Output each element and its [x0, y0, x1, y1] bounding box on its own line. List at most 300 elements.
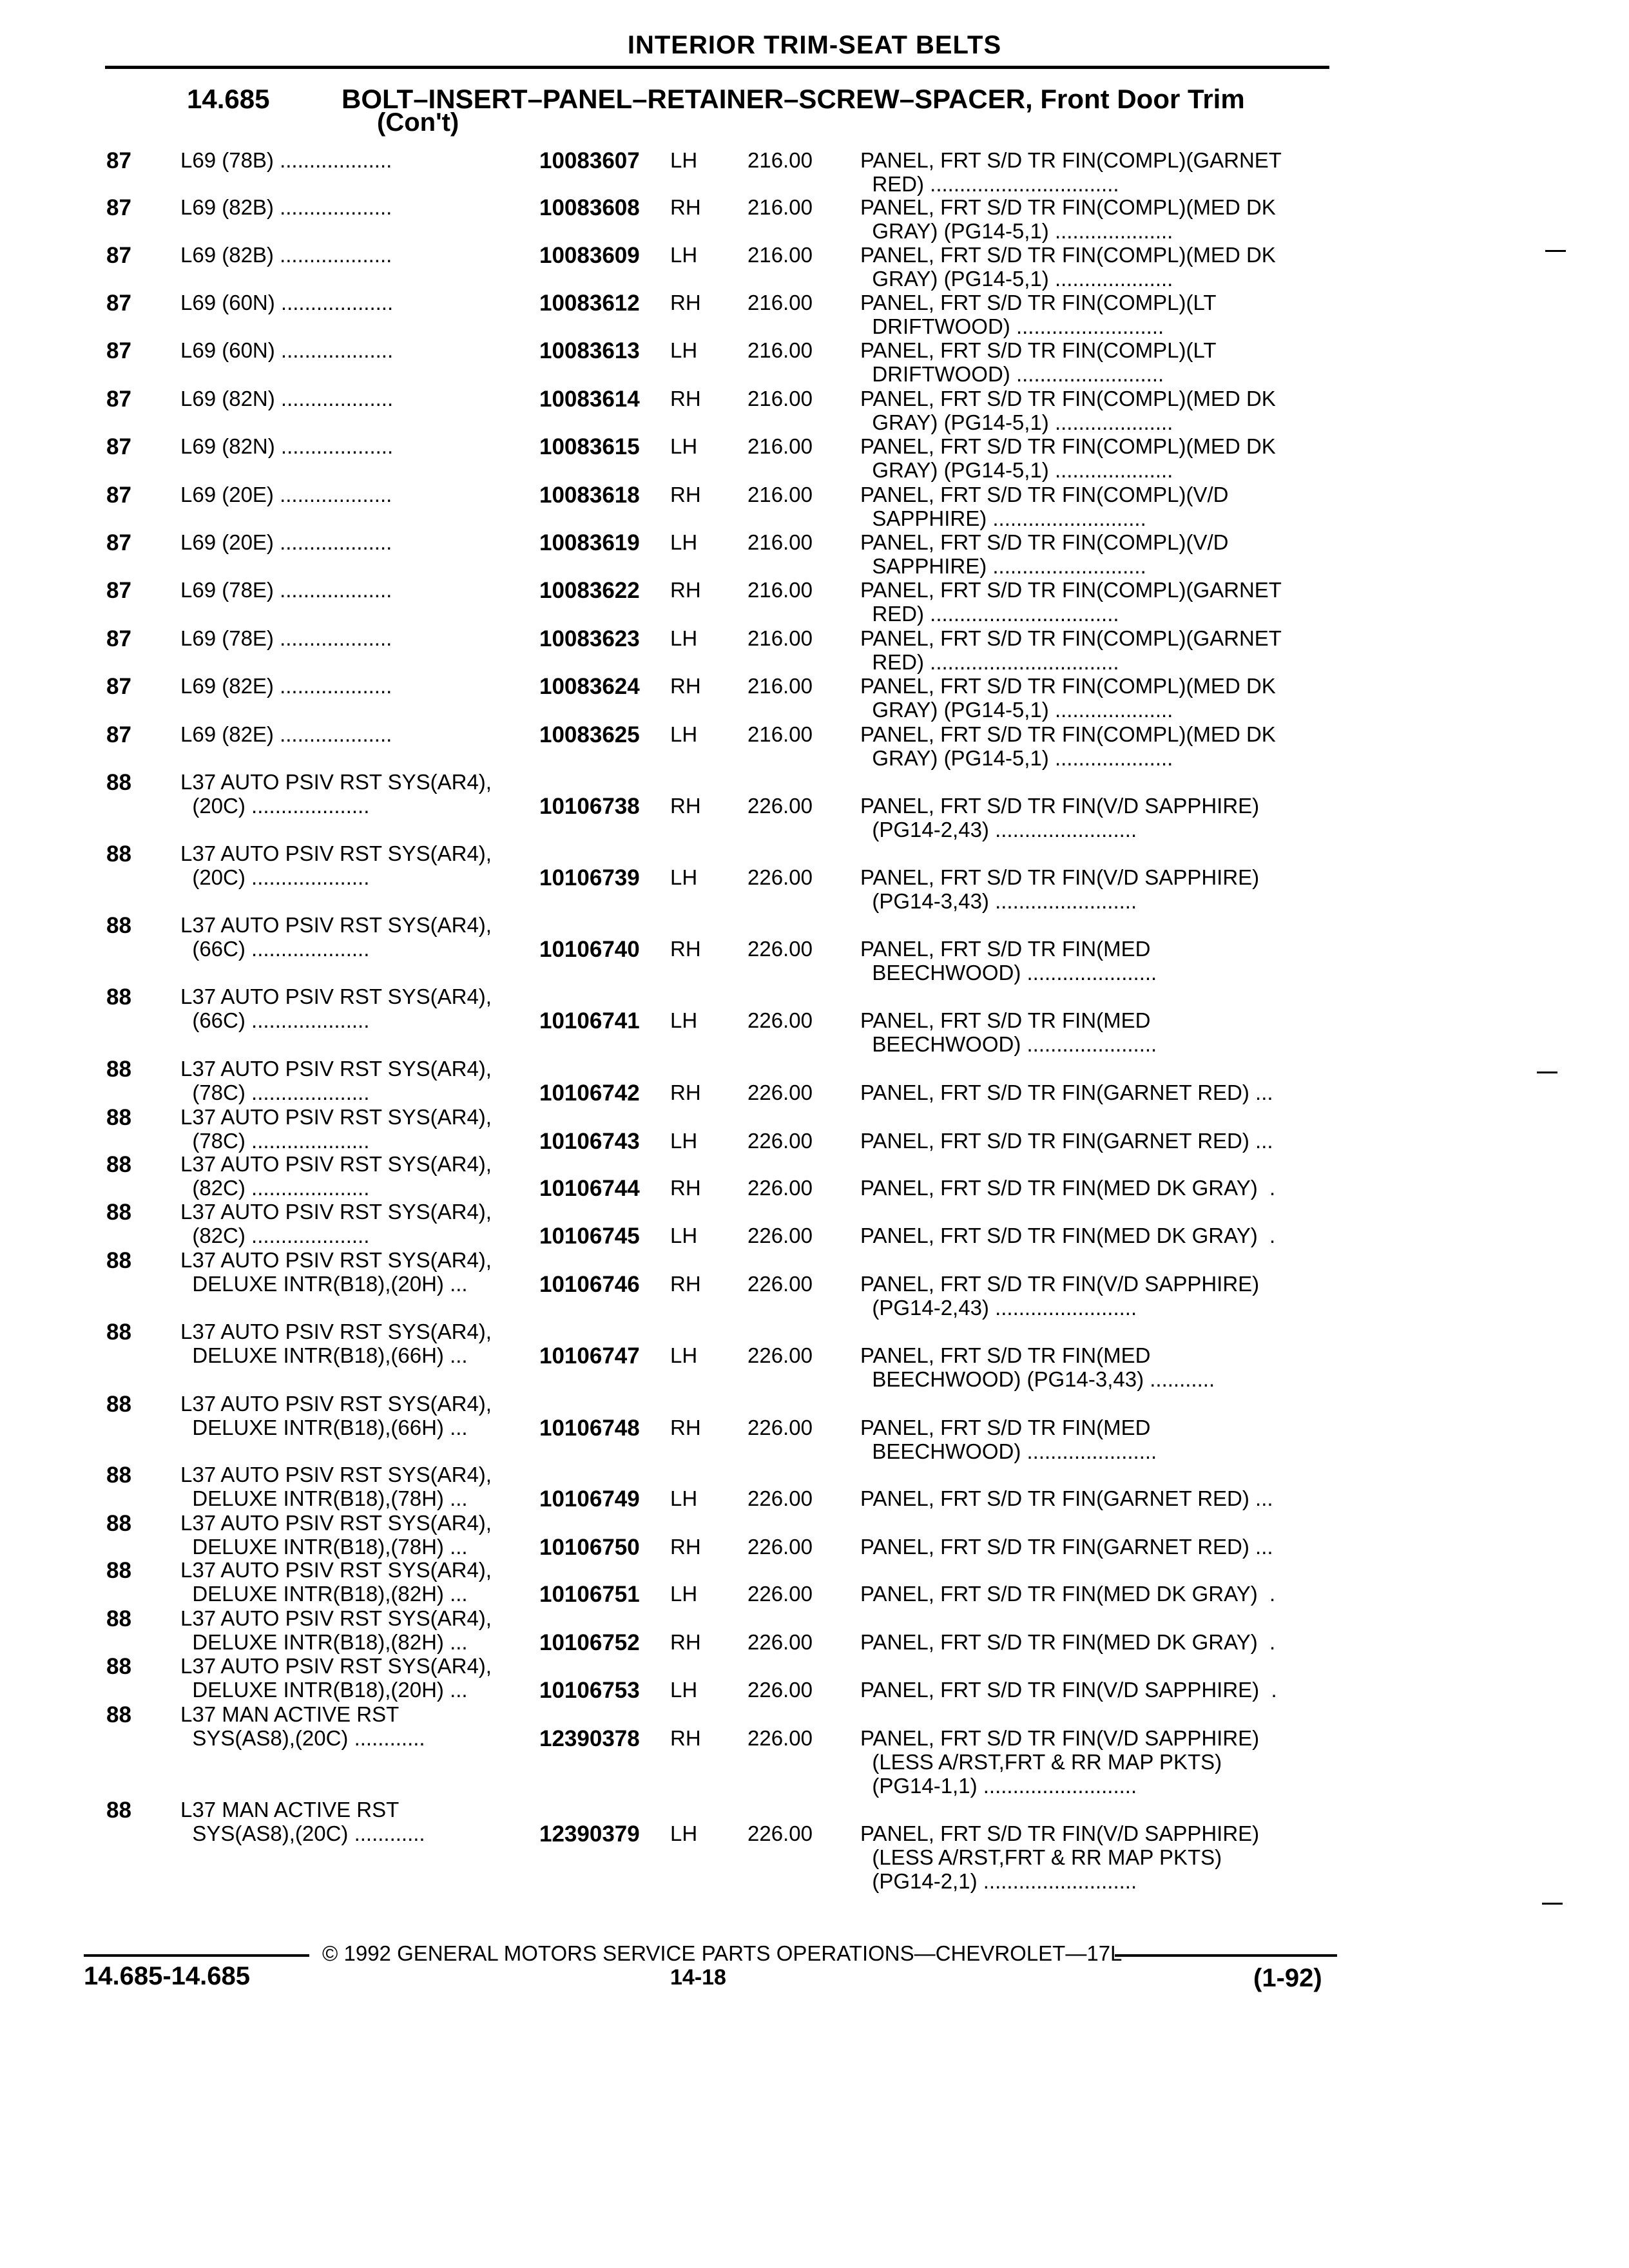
usage-line: L69 (20E) ................... [180, 530, 392, 554]
margin-tick [1537, 1072, 1557, 1073]
usage-line: L37 AUTO PSIV RST SYS(AR4), [180, 770, 492, 794]
group-code: 226.00 [747, 1081, 813, 1104]
usage-line: L69 (82N) ................... [180, 434, 394, 458]
usage-line: L69 (60N) ................... [180, 291, 394, 314]
figure-number: 88 [106, 1654, 131, 1679]
part-name-line: GRAY) (PG14-5,1) .................... [860, 219, 1173, 243]
usage-description [180, 1392, 492, 1439]
group-code: 226.00 [747, 1582, 813, 1606]
usage-line: L37 AUTO PSIV RST SYS(AR4), [180, 1200, 492, 1224]
figure-number: 88 [106, 1511, 131, 1536]
part-name-line: PANEL, FRT S/D TR FIN(MED DK GRAY) . [860, 1630, 1276, 1654]
figure-number: 88 [106, 913, 131, 938]
group-code: 216.00 [747, 387, 813, 410]
part-name-line: PANEL, FRT S/D TR FIN(GARNET RED) ... [860, 1486, 1273, 1510]
part-name [860, 195, 1276, 243]
side-code: LH [670, 434, 698, 458]
usage-description [180, 1558, 492, 1606]
part-name-line: PANEL, FRT S/D TR FIN(V/D SAPPHIRE) [860, 1821, 1260, 1845]
usage-description [180, 1798, 425, 1845]
part-name-line: GRAY) (PG14-5,1) .................... [860, 410, 1173, 434]
part-number: 10106746 [539, 1272, 640, 1297]
usage-description [180, 1654, 492, 1702]
part-name-line: (PG14-2,43) ........................ [860, 818, 1137, 841]
usage-description [180, 1105, 492, 1153]
part-name-line: PANEL, FRT S/D TR FIN(GARNET RED) ... [860, 1129, 1273, 1153]
usage-line: L69 (82B) ................... [180, 243, 392, 267]
side-code: LH [670, 530, 698, 554]
usage-line: L69 (78E) ................... [180, 578, 392, 602]
part-number: 10083615 [539, 434, 640, 459]
usage-line: DELUXE INTR(B18),(20H) ... [180, 1678, 468, 1702]
usage-description [180, 1702, 425, 1750]
side-code: RH [670, 794, 701, 818]
group-code: 226.00 [747, 1224, 813, 1247]
part-number: 10083625 [539, 722, 640, 747]
usage-line: DELUXE INTR(B18),(78H) ... [180, 1535, 468, 1559]
part-number: 10106743 [539, 1129, 640, 1154]
usage-line: L37 AUTO PSIV RST SYS(AR4), [180, 1606, 492, 1630]
figure-number: 87 [106, 195, 131, 220]
part-name-line: PANEL, FRT S/D TR FIN(COMPL)(LT [860, 338, 1217, 362]
part-name-line: PANEL, FRT S/D TR FIN(V/D SAPPHIRE) [860, 794, 1260, 818]
usage-line: L37 AUTO PSIV RST SYS(AR4), [180, 1463, 492, 1486]
part-number: 10083607 [539, 148, 640, 173]
figure-number: 88 [106, 841, 131, 867]
group-code: 226.00 [747, 1272, 813, 1296]
usage-line: L69 (78B) ................... [180, 148, 392, 172]
usage-line: DELUXE INTR(B18),(78H) ... [180, 1486, 468, 1510]
part-number: 10083622 [539, 578, 640, 603]
part-name-line: PANEL, FRT S/D TR FIN(V/D SAPPHIRE) [860, 1272, 1260, 1296]
part-name [860, 1630, 1275, 1654]
figure-number: 88 [106, 1702, 131, 1727]
part-number: 10106747 [539, 1343, 640, 1369]
part-number: 10083613 [539, 338, 640, 363]
margin-tick [1545, 250, 1566, 252]
part-name [860, 530, 1228, 578]
usage-description [180, 1511, 492, 1559]
part-number: 10106748 [539, 1416, 640, 1441]
usage-line: L69 (82B) ................... [180, 195, 392, 219]
part-name-line: PANEL, FRT S/D TR FIN(COMPL)(MED DK [860, 195, 1276, 219]
usage-line: L69 (82E) ................... [180, 674, 392, 698]
footer-rule-right [1115, 1954, 1337, 1957]
footer-date-code: (1-92) [1253, 1964, 1322, 1992]
side-code: RH [670, 1272, 701, 1296]
group-code: 226.00 [747, 1176, 813, 1200]
usage-description [180, 674, 392, 698]
usage-description [180, 387, 393, 410]
part-number: 10106753 [539, 1678, 640, 1703]
side-code: LH [670, 722, 698, 746]
part-number: 10106740 [539, 937, 640, 962]
part-name-line: (PG14-2,43) ........................ [860, 1296, 1137, 1320]
usage-line: L69 (82E) ................... [180, 722, 392, 746]
part-number: 10106742 [539, 1081, 640, 1106]
part-name-line: GRAY) (PG14-5,1) .................... [860, 698, 1173, 722]
usage-line: L37 AUTO PSIV RST SYS(AR4), [180, 1392, 492, 1416]
usage-description [180, 841, 492, 889]
part-name [860, 1486, 1273, 1510]
group-code: 226.00 [747, 1416, 813, 1439]
part-number: 10083624 [539, 674, 640, 699]
side-code: LH [670, 1678, 698, 1702]
usage-line: L37 MAN ACTIVE RST [180, 1798, 400, 1821]
group-code: 226.00 [747, 1630, 813, 1654]
part-number: 10083623 [539, 626, 640, 651]
part-name [860, 148, 1282, 196]
part-name [860, 243, 1276, 291]
part-name-line: RED) ................................ [860, 172, 1119, 196]
part-name-line: GRAY) (PG14-5,1) .................... [860, 267, 1173, 291]
part-number: 10083614 [539, 387, 640, 412]
part-name-line: RED) ................................ [860, 650, 1119, 674]
figure-number: 87 [106, 291, 131, 316]
part-name-line: PANEL, FRT S/D TR FIN(COMPL)(GARNET [860, 578, 1282, 602]
usage-line: (20C) .................... [180, 794, 370, 818]
part-name [860, 483, 1228, 530]
part-name [860, 674, 1276, 722]
part-name-line: PANEL, FRT S/D TR FIN(MED DK GRAY) . [860, 1224, 1276, 1247]
usage-line: L37 AUTO PSIV RST SYS(AR4), [180, 1057, 492, 1081]
figure-number: 88 [106, 1606, 131, 1631]
usage-line: SYS(AS8),(20C) ............ [180, 1726, 425, 1750]
figure-number: 87 [106, 674, 131, 699]
part-name [860, 1129, 1273, 1153]
usage-description [180, 1152, 492, 1200]
usage-description [180, 338, 393, 362]
part-name-line: PANEL, FRT S/D TR FIN(COMPL)(MED DK [860, 674, 1276, 698]
part-name [860, 1535, 1273, 1559]
side-code: RH [670, 1176, 701, 1200]
part-name-line: BEECHWOOD) (PG14-3,43) ........... [860, 1367, 1215, 1391]
figure-number: 88 [106, 1152, 131, 1177]
part-name [860, 291, 1217, 338]
figure-number: 87 [106, 148, 131, 173]
part-name-line: PANEL, FRT S/D TR FIN(MED DK GRAY) . [860, 1176, 1276, 1200]
usage-description [180, 913, 492, 961]
usage-description [180, 1320, 492, 1367]
part-name [860, 434, 1276, 482]
section-continued: (Con't) [377, 108, 459, 137]
figure-number: 87 [106, 243, 131, 268]
usage-line: L69 (20E) ................... [180, 483, 392, 506]
figure-number: 88 [106, 1392, 131, 1417]
usage-description [180, 434, 393, 458]
part-name [860, 1343, 1215, 1391]
side-code: LH [670, 626, 698, 650]
part-name [860, 387, 1276, 434]
part-name-line: PANEL, FRT S/D TR FIN(V/D SAPPHIRE) [860, 865, 1260, 889]
part-name-line: PANEL, FRT S/D TR FIN(COMPL)(V/D [860, 483, 1229, 506]
group-code: 226.00 [747, 1008, 813, 1032]
part-name [860, 1224, 1275, 1247]
part-number: 10083618 [539, 483, 640, 508]
group-code: 216.00 [747, 530, 813, 554]
usage-description [180, 1200, 492, 1247]
usage-line: L37 AUTO PSIV RST SYS(AR4), [180, 1654, 492, 1678]
group-code: 226.00 [747, 1726, 813, 1750]
part-name-line: (LESS A/RST,FRT & RR MAP PKTS) [860, 1845, 1222, 1869]
margin-tick [1542, 1903, 1563, 1905]
usage-line: DELUXE INTR(B18),(66H) ... [180, 1343, 468, 1367]
part-name-line: (PG14-1,1) .......................... [860, 1774, 1137, 1798]
section-number: 14.685 [187, 84, 270, 114]
figure-number: 88 [106, 1320, 131, 1345]
side-code: LH [670, 865, 698, 889]
part-name [860, 578, 1282, 626]
side-code: LH [670, 243, 698, 267]
part-name [860, 626, 1282, 674]
usage-description [180, 483, 392, 506]
usage-line: (78C) .................... [180, 1129, 370, 1153]
part-name [860, 937, 1157, 985]
part-number: 10106749 [539, 1486, 640, 1512]
part-name [860, 722, 1276, 770]
part-name [860, 338, 1217, 386]
part-name [860, 1726, 1259, 1798]
part-name-line: SAPPHIRE) .......................... [860, 554, 1146, 578]
usage-description [180, 1463, 492, 1510]
part-name-line: PANEL, FRT S/D TR FIN(V/D SAPPHIRE) [860, 1726, 1260, 1750]
figure-number: 87 [106, 338, 131, 363]
side-code: RH [670, 387, 701, 410]
part-number: 10106739 [539, 865, 640, 890]
part-name [860, 1582, 1275, 1606]
part-name-line: BEECHWOOD) ...................... [860, 1439, 1157, 1463]
group-code: 226.00 [747, 1129, 813, 1153]
part-name [860, 1081, 1273, 1104]
part-number: 10106738 [539, 794, 640, 819]
group-code: 216.00 [747, 243, 813, 267]
figure-number: 88 [106, 1057, 131, 1082]
part-name-line: PANEL, FRT S/D TR FIN(COMPL)(GARNET [860, 626, 1282, 650]
part-name [860, 1008, 1157, 1056]
part-number: 10083609 [539, 243, 640, 268]
usage-line: (82C) .................... [180, 1224, 370, 1247]
part-number: 12390379 [539, 1821, 640, 1847]
footer-page-number: 14-18 [670, 1965, 726, 1990]
part-number: 10106744 [539, 1176, 640, 1201]
figure-number: 88 [106, 1200, 131, 1225]
part-number: 10106750 [539, 1535, 640, 1560]
usage-line: (20C) .................... [180, 865, 370, 889]
section-title: BOLT–INSERT–PANEL–RETAINER–SCREW–SPACER, Front Door Trim [342, 84, 1245, 114]
part-name-line: DRIFTWOOD) ......................... [860, 362, 1164, 386]
side-code: RH [670, 937, 701, 961]
usage-line: (82C) .................... [180, 1176, 370, 1200]
figure-number: 88 [106, 1105, 131, 1130]
page-header-title: INTERIOR TRIM-SEAT BELTS [627, 31, 1002, 59]
group-code: 216.00 [747, 626, 813, 650]
part-number: 10083608 [539, 195, 640, 220]
usage-line: L37 AUTO PSIV RST SYS(AR4), [180, 1248, 492, 1272]
part-name-line: PANEL, FRT S/D TR FIN(COMPL)(MED DK [860, 387, 1276, 410]
figure-number: 88 [106, 1558, 131, 1583]
group-code: 226.00 [747, 937, 813, 961]
usage-description [180, 770, 492, 818]
part-name-line: GRAY) (PG14-5,1) .................... [860, 458, 1173, 482]
group-code: 216.00 [747, 148, 813, 172]
part-name-line: (PG14-2,1) .......................... [860, 1869, 1137, 1893]
side-code: LH [670, 338, 698, 362]
usage-line: L37 AUTO PSIV RST SYS(AR4), [180, 1105, 492, 1129]
usage-description [180, 578, 392, 602]
usage-line: L37 AUTO PSIV RST SYS(AR4), [180, 1152, 492, 1176]
usage-description [180, 195, 392, 219]
usage-line: SYS(AS8),(20C) ............ [180, 1821, 425, 1845]
part-number: 10106751 [539, 1582, 640, 1607]
part-name-line: SAPPHIRE) .......................... [860, 506, 1146, 530]
group-code: 226.00 [747, 1535, 813, 1559]
usage-line: DELUXE INTR(B18),(82H) ... [180, 1630, 468, 1654]
side-code: LH [670, 1343, 698, 1367]
figure-number: 87 [106, 578, 131, 603]
part-name-line: GRAY) (PG14-5,1) .................... [860, 746, 1173, 770]
group-code: 216.00 [747, 674, 813, 698]
group-code: 226.00 [747, 865, 813, 889]
usage-line: L69 (82N) ................... [180, 387, 394, 410]
usage-description [180, 530, 392, 554]
usage-line: L69 (60N) ................... [180, 338, 394, 362]
group-code: 216.00 [747, 291, 813, 314]
part-name-line: PANEL, FRT S/D TR FIN(V/D SAPPHIRE) . [860, 1678, 1277, 1702]
side-code: RH [670, 195, 701, 219]
usage-line: (66C) .................... [180, 937, 370, 961]
usage-line: L37 AUTO PSIV RST SYS(AR4), [180, 985, 492, 1008]
usage-line: L37 AUTO PSIV RST SYS(AR4), [180, 913, 492, 937]
figure-number: 88 [106, 985, 131, 1010]
side-code: LH [670, 1582, 698, 1606]
group-code: 226.00 [747, 1486, 813, 1510]
side-code: RH [670, 291, 701, 314]
side-code: RH [670, 578, 701, 602]
side-code: RH [670, 1630, 701, 1654]
group-code: 226.00 [747, 1343, 813, 1367]
part-name-line: BEECHWOOD) ...................... [860, 1032, 1157, 1056]
part-name-line: PANEL, FRT S/D TR FIN(MED [860, 937, 1151, 961]
group-code: 216.00 [747, 483, 813, 506]
part-name-line: PANEL, FRT S/D TR FIN(COMPL)(MED DK [860, 722, 1276, 746]
part-name [860, 794, 1259, 841]
figure-number: 88 [106, 1463, 131, 1488]
footer-copyright: © 1992 GENERAL MOTORS SERVICE PARTS OPERATIONS—CHEVROLET—17L [322, 1941, 1123, 1965]
part-name [860, 1416, 1157, 1463]
part-name-line: PANEL, FRT S/D TR FIN(GARNET RED) ... [860, 1535, 1273, 1559]
header-rule [105, 66, 1329, 69]
usage-line: L37 AUTO PSIV RST SYS(AR4), [180, 1558, 492, 1582]
group-code: 216.00 [747, 195, 813, 219]
usage-line: DELUXE INTR(B18),(82H) ... [180, 1582, 468, 1606]
part-name-line: PANEL, FRT S/D TR FIN(COMPL)(V/D [860, 530, 1229, 554]
part-name-line: BEECHWOOD) ...................... [860, 961, 1157, 985]
part-name [860, 1176, 1275, 1200]
part-name-line: RED) ................................ [860, 602, 1119, 626]
group-code: 216.00 [747, 722, 813, 746]
part-number: 10083612 [539, 291, 640, 316]
usage-line: L37 AUTO PSIV RST SYS(AR4), [180, 1320, 492, 1343]
usage-description [180, 291, 393, 314]
part-name-line: PANEL, FRT S/D TR FIN(COMPL)(LT [860, 291, 1217, 314]
part-name [860, 1272, 1259, 1320]
part-number: 12390378 [539, 1726, 640, 1751]
side-code: RH [670, 1081, 701, 1104]
usage-line: (66C) .................... [180, 1008, 370, 1032]
figure-number: 88 [106, 770, 131, 795]
part-name [860, 1821, 1259, 1893]
usage-line: L37 AUTO PSIV RST SYS(AR4), [180, 841, 492, 865]
part-name-line: PANEL, FRT S/D TR FIN(MED [860, 1416, 1151, 1439]
usage-description [180, 1057, 492, 1104]
group-code: 226.00 [747, 1821, 813, 1845]
part-name-line: PANEL, FRT S/D TR FIN(COMPL)(GARNET [860, 148, 1282, 172]
group-code: 216.00 [747, 434, 813, 458]
side-code: LH [670, 148, 698, 172]
figure-number: 87 [106, 387, 131, 412]
group-code: 216.00 [747, 578, 813, 602]
footer-rule-left [84, 1954, 309, 1957]
figure-number: 87 [106, 626, 131, 651]
part-name-line: PANEL, FRT S/D TR FIN(MED DK GRAY) . [860, 1582, 1276, 1606]
side-code: LH [670, 1224, 698, 1247]
side-code: RH [670, 1535, 701, 1559]
figure-number: 87 [106, 483, 131, 508]
usage-description [180, 1606, 492, 1654]
usage-description [180, 626, 392, 650]
figure-number: 87 [106, 434, 131, 459]
part-number: 10083619 [539, 530, 640, 555]
side-code: RH [670, 1726, 701, 1750]
side-code: RH [670, 483, 701, 506]
figure-number: 88 [106, 1248, 131, 1273]
usage-description [180, 722, 392, 746]
side-code: LH [670, 1486, 698, 1510]
footer-section-range: 14.685-14.685 [84, 1962, 251, 1990]
part-name [860, 1678, 1277, 1702]
usage-line: L69 (78E) ................... [180, 626, 392, 650]
usage-description [180, 985, 492, 1032]
part-number: 10106741 [539, 1008, 640, 1033]
part-name-line: PANEL, FRT S/D TR FIN(COMPL)(MED DK [860, 434, 1276, 458]
part-name-line: (PG14-3,43) ........................ [860, 889, 1137, 913]
usage-description [180, 243, 392, 267]
group-code: 226.00 [747, 1678, 813, 1702]
usage-description [180, 1248, 492, 1296]
part-number: 10106745 [539, 1224, 640, 1249]
part-name-line: PANEL, FRT S/D TR FIN(MED [860, 1008, 1151, 1032]
figure-number: 87 [106, 722, 131, 747]
part-name-line: PANEL, FRT S/D TR FIN(MED [860, 1343, 1151, 1367]
usage-description [180, 148, 392, 172]
side-code: LH [670, 1008, 698, 1032]
usage-line: (78C) .................... [180, 1081, 370, 1104]
part-name-line: PANEL, FRT S/D TR FIN(COMPL)(MED DK [860, 243, 1276, 267]
side-code: RH [670, 674, 701, 698]
part-name [860, 865, 1259, 913]
side-code: LH [670, 1821, 698, 1845]
side-code: RH [670, 1416, 701, 1439]
usage-line: L37 MAN ACTIVE RST [180, 1702, 400, 1726]
part-name-line: DRIFTWOOD) ......................... [860, 314, 1164, 338]
figure-number: 87 [106, 530, 131, 555]
part-name-line: PANEL, FRT S/D TR FIN(GARNET RED) ... [860, 1081, 1273, 1104]
part-name-line: (LESS A/RST,FRT & RR MAP PKTS) [860, 1750, 1222, 1774]
part-number: 10106752 [539, 1630, 640, 1655]
group-code: 216.00 [747, 338, 813, 362]
usage-line: DELUXE INTR(B18),(66H) ... [180, 1416, 468, 1439]
side-code: LH [670, 1129, 698, 1153]
